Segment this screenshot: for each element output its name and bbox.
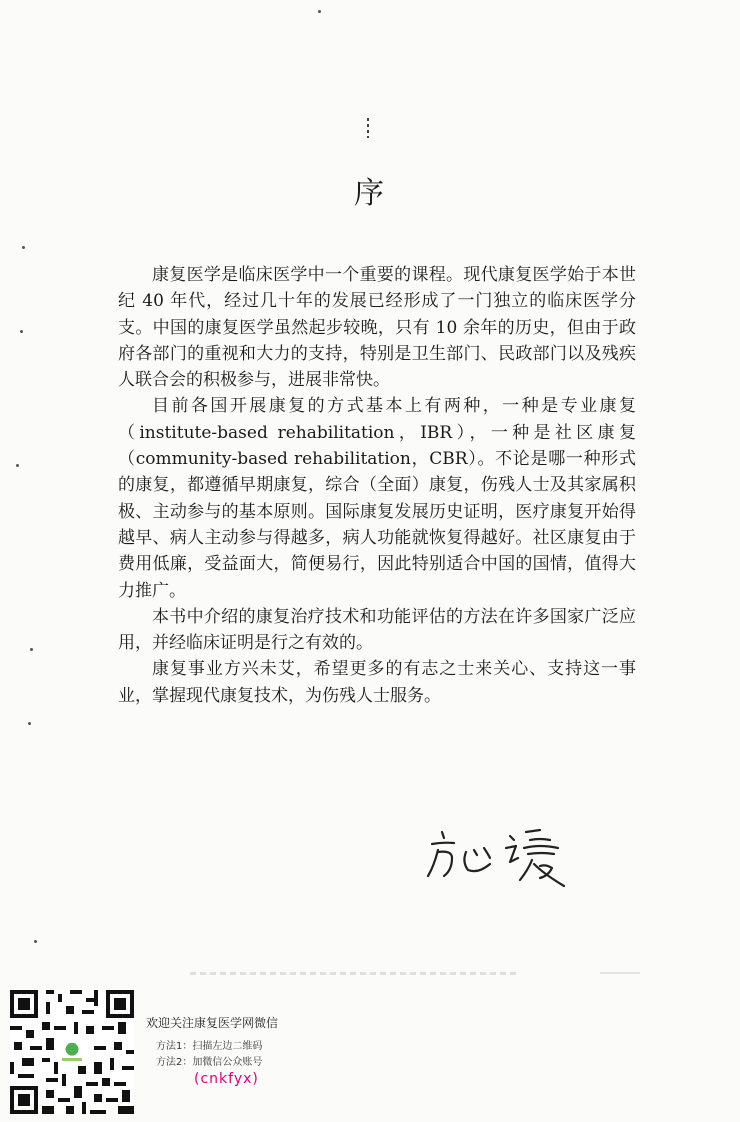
paragraph-2: 目前各国开展康复的方式基本上有两种，一种是专业康复（institute-based rehabilitation，IBR），一种是社区康复（community-based rehabilitation，CBR）。不论是哪一种形式的康复，都遵循早期康复，综合（全面）康复，伤残人士及其家属积极、主动参与的基本原则。国际康复发展历史证明，医疗康复开始得越早、病人主动参与得越多，病人功能就恢复得越好。社区康复由于费用低廉，受益面大，简便易行，因此特别适合中国的国情，值得大力推广。 <box>118 396 636 601</box>
scan-artifact <box>190 972 520 975</box>
scan-dot <box>20 330 23 333</box>
follow-prefix: 欢迎关注 <box>146 1016 195 1030</box>
scan-dot <box>28 722 31 725</box>
scan-dot <box>318 10 321 13</box>
wechat-promo <box>146 1012 346 1087</box>
qr-code[interactable] <box>10 990 134 1114</box>
scan-dot <box>22 246 25 249</box>
scan-dot <box>30 648 33 651</box>
scan-dot <box>34 940 37 943</box>
handwritten-signature <box>418 822 578 892</box>
wechat-account: (cnkfyx) <box>194 1071 259 1087</box>
paragraph-1: 康复医学是临床医学中一个重要的课程。现代康复医学始于本世纪 40 年代，经过几十年的发展已经形成了一门独立的临床医学分支。中国的康复医学虽然起步较晚，只有 10 余年的历史，但由于政府各部门的重视和大力的支持，特别是卫生部门、民政部门以及残疾人联合会的积极参与，进展非常快。 <box>118 265 636 391</box>
scan-dot <box>16 464 19 467</box>
method-1: 方法1：扫描左边二维码 <box>156 1041 263 1052</box>
paragraph-3: 本书中介绍的康复治疗技术和功能评估的方法在许多国家广泛应用，并经临床证明是行之有效的。 <box>118 606 636 654</box>
paragraph-4: 康复事业方兴未艾，希望更多的有志之士来关心、支持这一事业，掌握现代康复技术，为伤残人士服务。 <box>118 659 636 706</box>
method-2: 方法2：加微信公众账号 <box>156 1057 263 1068</box>
preface-body <box>118 262 636 709</box>
scan-artifact <box>600 972 640 974</box>
scan-mark <box>367 118 369 138</box>
page-title: 序 <box>354 176 386 211</box>
follow-name: 康复医学网微信 <box>194 1016 279 1030</box>
